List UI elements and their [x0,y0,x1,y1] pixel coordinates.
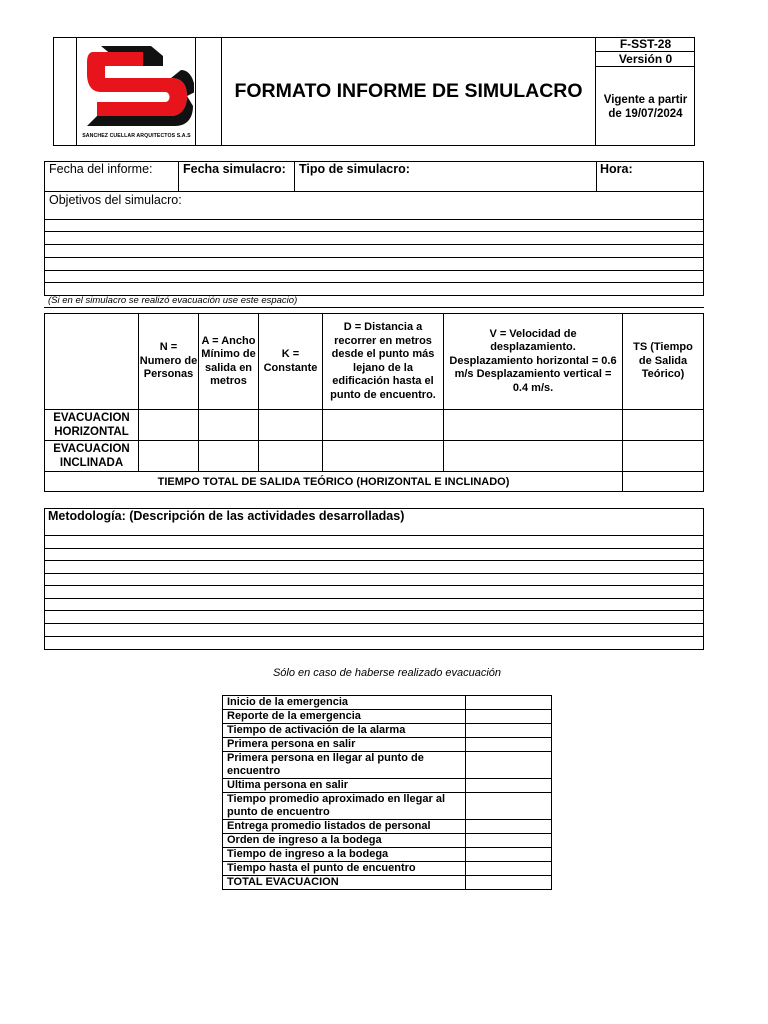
evacuation-item-label: Tiempo hasta el punto de encuentro [223,862,466,876]
info-col-divider-1 [178,161,179,192]
header-n: N = Numero de Personas [139,314,199,410]
objectives-line [44,207,704,220]
objectives-line [44,258,704,271]
evacuation-item-label: Tiempo de activación de la alarma [223,724,466,738]
document-version: Versión 0 [596,52,695,67]
note-underline [44,307,704,308]
evacuation-row [223,862,552,876]
evacuation-row [223,779,552,793]
calc-header-row [45,314,704,410]
evacuation-item-label: Ultima persona en salir [223,779,466,793]
objectives-label: Objetivos del simulacro: [49,193,182,207]
info-row-divider [44,191,704,192]
evacuation-item-label: Reporte de la emergencia [223,710,466,724]
header-v: V = Velocidad de desplazamiento. Desplazamiento horizontal = 0.6 m/s Desplazamiento vertical = 0.4 m/s. [444,314,623,410]
evacuation-item-value[interactable] [466,696,552,710]
company-name: SANCHEZ CUELLAR ARQUITECTOS S.A.S [82,133,191,139]
evacuation-row [223,710,552,724]
evacuation-table [222,695,552,890]
logo-s-mark [79,40,194,132]
evacuation-item-value[interactable] [466,752,552,779]
evacuation-row [223,752,552,779]
drill-type-label: Tipo de simulacro: [299,162,410,176]
cell-v[interactable] [444,410,623,441]
evacuation-row [223,834,552,848]
methodology-line [44,611,704,624]
evacuation-item-value[interactable] [466,710,552,724]
evacuation-item-value[interactable] [466,862,552,876]
evacuation-item-label: Tiempo de ingreso a la bodega [223,848,466,862]
evacuation-space-note: (Si en el simulacro se realizó evacuación use este espacio) [48,295,298,306]
objectives-line [44,245,704,258]
row-label-horizontal: EVACUACION HORIZONTAL [45,410,139,441]
methodology-line [44,536,704,549]
header-d: D = Distancia a recorrer en metros desde el punto más lejano de la edificación hasta el punto de encuentro. [323,314,444,410]
cell-ts[interactable] [623,441,704,472]
document-code: F-SST-28 [596,37,695,52]
evacuation-row [223,820,552,834]
evacuation-row [223,696,552,710]
evacuation-note: Sólo en caso de haberse realizado evacuación [272,667,502,679]
time-label: Hora: [600,162,633,176]
evacuation-row [223,738,552,752]
methodology-line [44,624,704,637]
evacuation-item-value[interactable] [466,738,552,752]
cell-k[interactable] [259,441,323,472]
info-col-divider-2 [294,161,295,192]
methodology-line [44,574,704,586]
cell-k[interactable] [259,410,323,441]
evacuation-row [223,876,552,890]
cell-v[interactable] [444,441,623,472]
calc-row-total [45,472,704,492]
evacuation-item-label: TOTAL EVACUACION [223,876,466,890]
cell-a[interactable] [199,410,259,441]
methodology-line [44,523,704,536]
cell-total[interactable] [623,472,704,492]
header-logo-divider-right [195,37,196,146]
methodology-line [44,586,704,599]
company-logo [79,40,194,144]
row-label-inclined: EVACUACION INCLINADA [45,441,139,472]
evacuation-item-value[interactable] [466,848,552,862]
drill-date-label: Fecha simulacro: [183,162,286,176]
objectives-line [44,220,704,232]
evacuation-item-value[interactable] [466,793,552,820]
cell-ts[interactable] [623,410,704,441]
evacuation-item-label: Entrega promedio listados de personal [223,820,466,834]
evacuation-item-value[interactable] [466,834,552,848]
document-title: FORMATO INFORME DE SIMULACRO [234,80,583,102]
evacuation-item-value[interactable] [466,779,552,793]
methodology-line [44,549,704,561]
evacuation-item-label: Primera persona en llegar al punto de encuentro [223,752,466,779]
info-col-divider-3 [596,161,597,192]
header-a: A = Ancho Mínimo de salida en metros [199,314,259,410]
cell-d[interactable] [323,441,444,472]
objectives-line [44,232,704,245]
evacuation-item-value[interactable] [466,876,552,890]
objectives-lines [44,207,704,283]
evacuation-item-label: Primera persona en salir [223,738,466,752]
document-validity: Vigente a partir de 19/07/2024 [603,93,688,120]
cell-n[interactable] [139,410,199,441]
evacuation-item-label: Inicio de la emergencia [223,696,466,710]
methodology-line [44,561,704,574]
objectives-line [44,271,704,283]
total-label: TIEMPO TOTAL DE SALIDA TEÓRICO (HORIZONTAL E INCLINADO) [45,472,623,492]
calc-row-horizontal [45,410,704,441]
header-logo-divider-left [76,37,77,146]
header-ts: TS (Tiempo de Salida Teórico) [623,314,704,410]
cell-d[interactable] [323,410,444,441]
cell-n[interactable] [139,441,199,472]
calc-row-inclined [45,441,704,472]
evacuation-row [223,724,552,738]
methodology-line [44,599,704,611]
calc-table [44,313,704,492]
evacuation-item-value[interactable] [466,820,552,834]
methodology-lines [44,523,704,637]
report-date-label: Fecha del informe: [49,162,153,176]
methodology-label: Metodología: (Descripción de las actividades desarrolladas) [48,509,405,523]
evacuation-row [223,848,552,862]
header-k: K = Constante [259,314,323,410]
evacuation-row [223,793,552,820]
cell-a[interactable] [199,441,259,472]
evacuation-item-label: Orden de ingreso a la bodega [223,834,466,848]
evacuation-item-label: Tiempo promedio aproximado en llegar al punto de encuentro [223,793,466,820]
evacuation-item-value[interactable] [466,724,552,738]
calc-header-empty [45,314,139,410]
